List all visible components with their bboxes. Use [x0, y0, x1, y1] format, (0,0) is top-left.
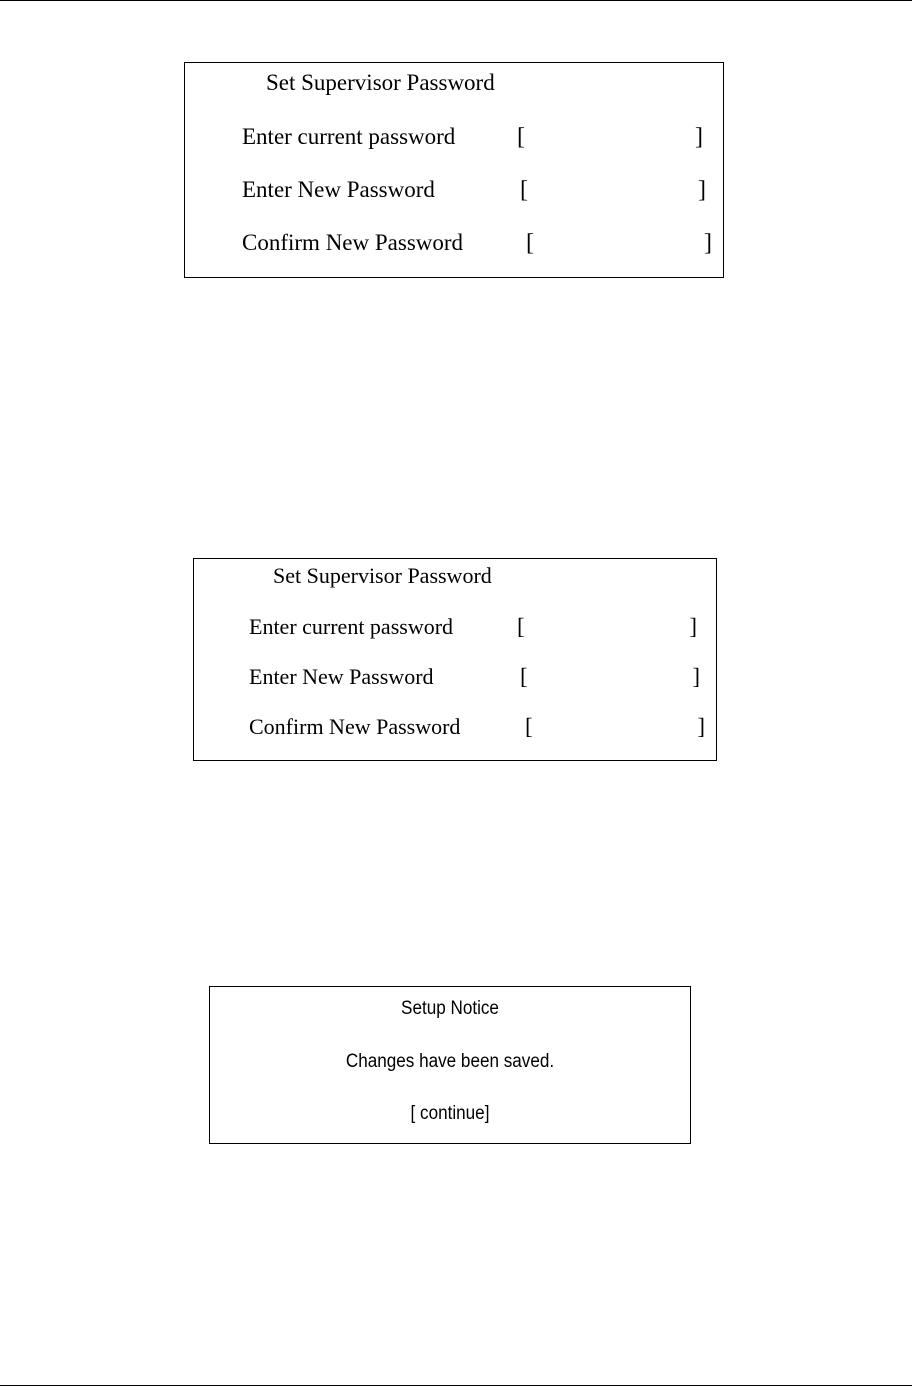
page-bottom-rule: [0, 1385, 912, 1386]
new-password-field[interactable]: [520, 664, 700, 690]
field-close-bracket: ]: [692, 664, 700, 689]
notice-message: Changes have been saved.: [345, 1051, 555, 1072]
confirm-password-field[interactable]: [526, 230, 712, 256]
field-close-bracket: ]: [698, 177, 706, 203]
enter-current-password-label: Enter current password: [242, 124, 456, 149]
dialog-title: Set Supervisor Password: [266, 70, 495, 95]
page-top-rule: [0, 0, 912, 1]
field-open-bracket: [: [526, 230, 534, 256]
field-close-bracket: ]: [704, 230, 712, 256]
enter-current-password-label: Enter current password: [249, 614, 454, 639]
field-open-bracket: [: [525, 714, 533, 739]
setup-notice-dialog: [209, 986, 691, 1144]
current-password-field[interactable]: [517, 614, 697, 640]
field-open-bracket: [: [517, 614, 525, 639]
field-open-bracket: [: [520, 177, 528, 203]
field-open-bracket: [: [520, 664, 528, 689]
new-password-field[interactable]: [520, 177, 706, 203]
field-close-bracket: ]: [695, 124, 703, 150]
dialog-title: Set Supervisor Password: [273, 563, 492, 588]
enter-new-password-label: Enter New Password: [249, 664, 434, 689]
confirm-new-password-label: Confirm New Password: [242, 230, 464, 255]
enter-new-password-label: Enter New Password: [242, 177, 435, 202]
field-close-bracket: ]: [697, 714, 705, 739]
current-password-field[interactable]: [517, 124, 703, 150]
field-open-bracket: [: [517, 124, 525, 150]
continue-button[interactable]: [ continue]: [410, 1103, 490, 1124]
set-supervisor-password-dialog-2: [193, 558, 717, 761]
notice-title: Setup Notice: [401, 998, 499, 1019]
set-supervisor-password-dialog: [184, 62, 724, 278]
confirm-new-password-label: Confirm New Password: [249, 714, 461, 739]
field-close-bracket: ]: [689, 614, 697, 639]
confirm-password-field[interactable]: [525, 714, 705, 740]
